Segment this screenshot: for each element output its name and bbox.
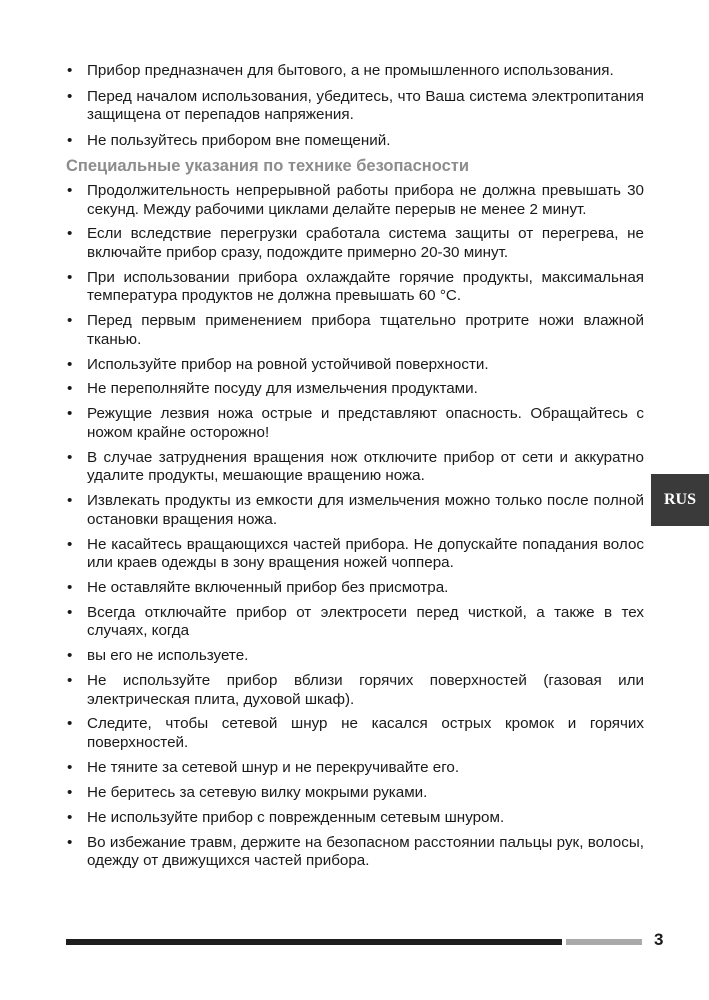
list-item: • Продолжительность непрерывной работы прибора не должна превышать 30 секунд. Между рабочими циклами делайте перерыв не менее 2 минут. [66,182,644,219]
language-tab: RUS [651,474,709,526]
safety-list [66,182,644,871]
page-number: 3 [654,930,664,949]
list-item: • Режущие лезвия ножа острые и представляют опасность. Обращайтесь с ножом крайне осторожно! [66,405,644,442]
list-item: • Не используйте прибор вблизи горячих поверхностей (газовая или электрическая плита, духовой шкаф). [66,672,644,709]
list-item: • Перед началом использования, убедитесь, что Ваша система электропитания защищена от перепадов напряжения. [66,88,644,125]
list-item: • Прибор предназначен для бытового, а не промышленного использования. [66,62,644,81]
list-item: • Извлекать продукты из емкости для измельчения можно только после полной остановки вращения ножа. [66,492,644,529]
list-item: • В случае затруднения вращения нож отключите прибор от сети и аккуратно удалите продукты, мешающие вращению ножа. [66,449,644,486]
list-item: • Перед первым применением прибора тщательно протрите ножи влажной тканью. [66,312,644,349]
list-item: • вы его не используете. [66,647,644,666]
list-item: • Следите, чтобы сетевой шнур не касался острых кромок и горячих поверхностей. [66,715,644,752]
footer-bar-gray [566,939,642,945]
intro-list [66,62,644,150]
page-content [66,62,644,877]
list-item: • Не переполняйте посуду для измельчения продуктами. [66,380,644,399]
list-item: • Не касайтесь вращающихся частей прибора. Не допускайте попадания волос или краев одежды в зону вращения ножей чоппера. [66,536,644,573]
footer-bar-dark [66,939,562,945]
section-title: Специальные указания по технике безопасности [66,157,470,175]
list-item: • Всегда отключайте прибор от электросети перед чисткой, а также в тех случаях, когда [66,604,644,641]
list-item: • Не используйте прибор с поврежденным сетевым шнуром. [66,809,644,828]
list-item: • Не оставляйте включенный прибор без присмотра. [66,579,644,598]
list-item: • Во избежание травм, держите на безопасном расстоянии пальцы рук, волосы, одежду от движущихся частей прибора. [66,834,644,871]
list-item: • Не тяните за сетевой шнур и не перекручивайте его. [66,759,644,778]
list-item: • Если вследствие перегрузки сработала система защиты от перегрева, не включайте прибор сразу, подождите примерно 20-30 минут. [66,225,644,262]
list-item: • При использовании прибора охлаждайте горячие продукты, максимальная температура продуктов не должна превышать 60 °С. [66,269,644,306]
list-item: • Не беритесь за сетевую вилку мокрыми руками. [66,784,644,803]
list-item: • Используйте прибор на ровной устойчивой поверхности. [66,356,644,375]
list-item: • Не пользуйтесь прибором вне помещений. [66,132,644,151]
